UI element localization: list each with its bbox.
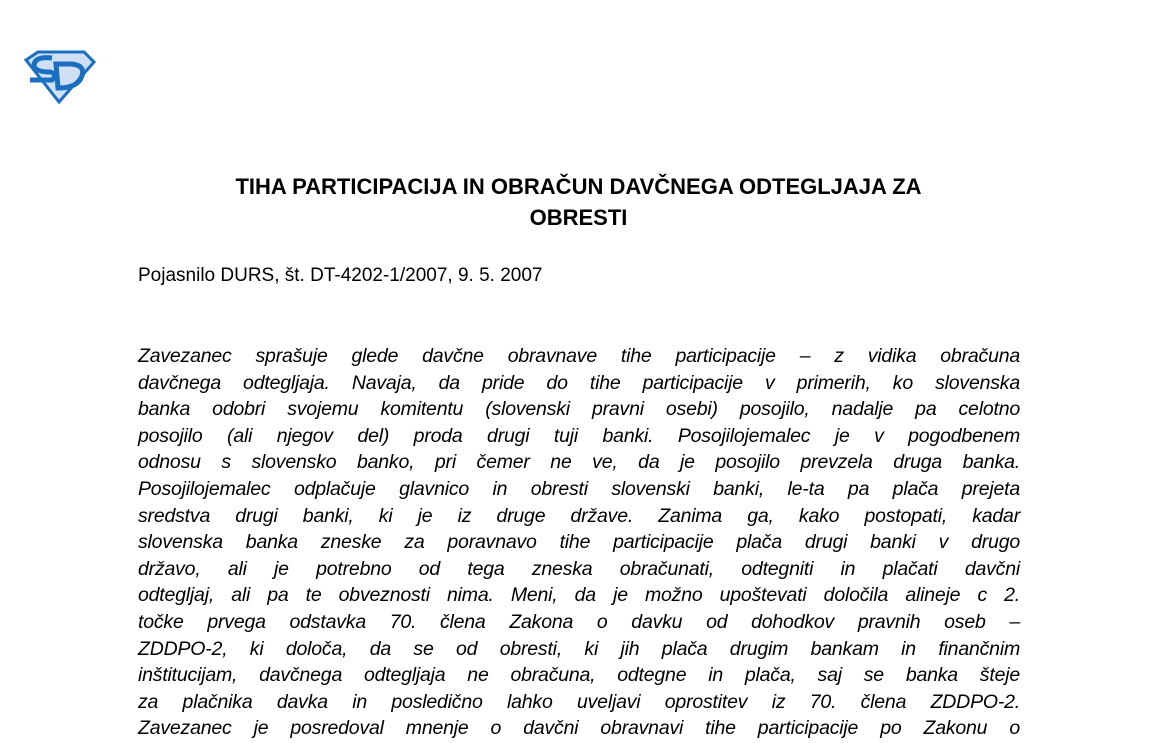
title-line: OBRESTI [529,205,628,230]
paragraph-line: Posojilojemalec odplačuje glavnico in obresti slovenski banki, le-ta pa plača prejeta [138,477,1020,500]
paragraph-line: za plačnika davka in posledično lahko uveljavi oprostitev iz 70. člena ZDDPO-2. [138,690,1020,713]
paragraph-line: banka odobri svojemu komitentu (slovenski pravni osebi) posojilo, nadalje pa celotno [138,398,1020,421]
paragraph-line: sredstva drugi banki, ki je iz druge države. Zanima ga, kako postopati, kadar [138,504,1020,527]
paragraph-line: inštitucijam, davčnega odtegljaja ne obračuna, odtegne in plača, saj se banka šteje [138,664,1020,687]
paragraph-line: Zavezanec sprašuje glede davčne obravnave tihe participacije – z vidika obračuna [138,345,1020,367]
paragraph-line: točke prvega odstavka 70. člena Zakona o davku od dohodkov pravnih oseb – [138,610,1020,633]
paragraph-line: odtegljaj, ali pa te obveznosti nima. Meni, da je možno upoštevati določila alineje c 2. [138,584,1020,607]
paragraph-line: državo, ali je potrebno od tega zneska obračunati, odtegniti in plačati davčni [138,557,1020,580]
logo [22,50,96,104]
title-line: TIHA PARTICIPACIJA IN OBRAČUN DAVČNEGA ODTEGLJAJA ZA [235,174,922,199]
document-reference: Pojasnilo DURS, št. DT-4202-1/2007, 9. 5. 2007 [138,265,543,286]
sd-logo-icon [22,50,96,104]
paragraph-line: posojilo (ali njegov del) proda drugi tuji banki. Posojilojemalec je v pogodbenem [138,424,1020,447]
paragraph-line: ZDDPO-2, ki določa, da se od obresti, ki jih plača drugim bankam in finančnim [138,637,1020,660]
paragraph-line: Zavezanec je posredoval mnenje o davčni obravnavi tihe participacije po Zakonu o [138,717,1020,740]
paragraph-line: odnosu s slovensko banko, pri čemer ne ve, da je posojilo prevzela druga banka. [138,451,1020,474]
document-title [0,171,1157,233]
paragraph-line: davčnega odtegljaja. Navaja, da pride do tihe participacije v primerih, ko slovenska [138,371,1020,394]
paragraph-line: slovenska banka zneske za poravnavo tihe participacije plača drugi banki v drugo [138,531,1020,554]
body-paragraph [138,343,1020,742]
